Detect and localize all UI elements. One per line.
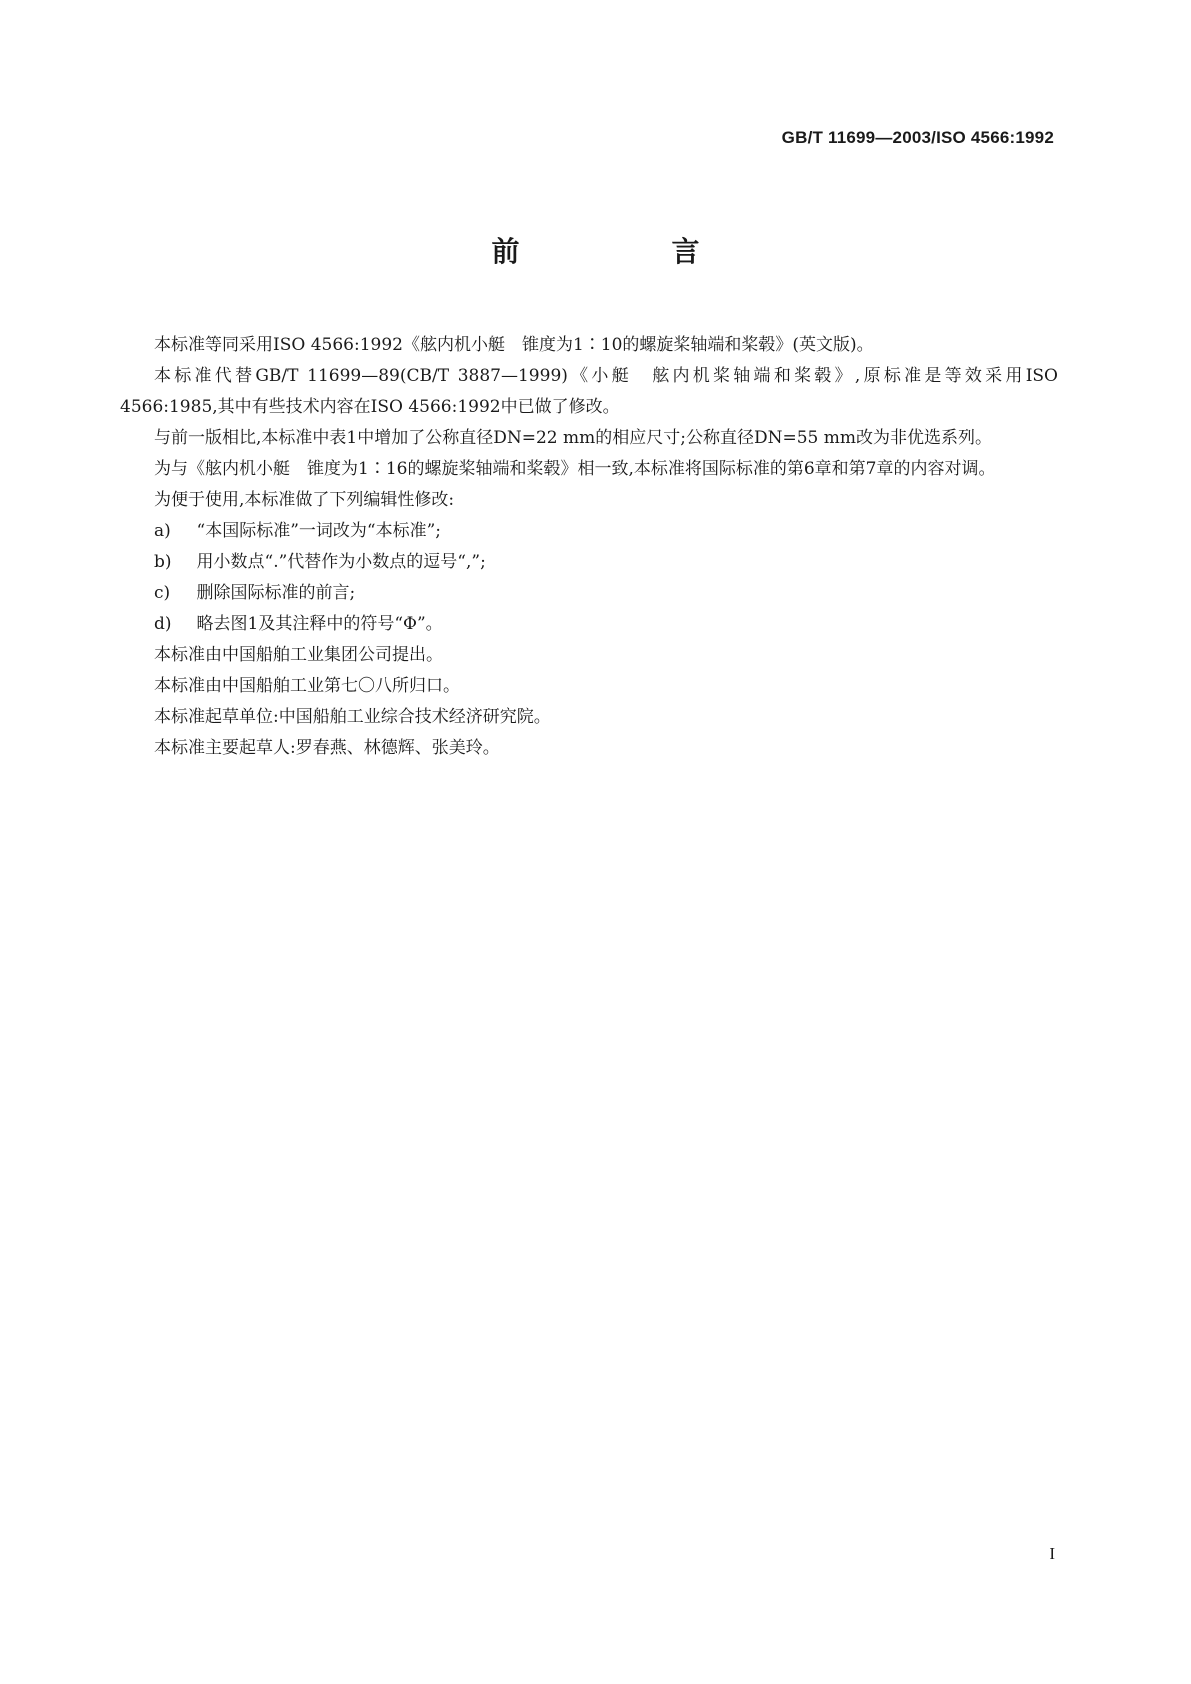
- paragraph-drafting-unit: 本标准起草单位:中国船舶工业综合技术经济研究院。: [154, 707, 551, 727]
- page-title: 前 言: [491, 235, 762, 268]
- list-item: [120, 609, 1058, 640]
- paragraph-proposer: 本标准由中国船舶工业集团公司提出。: [154, 645, 443, 665]
- paragraph-responsible-unit: 本标准由中国船舶工业第七〇八所归口。: [154, 676, 460, 696]
- list-item: [120, 547, 1058, 578]
- paragraph-edit-intro: 为便于使用,本标准做了下列编辑性修改:: [154, 490, 455, 510]
- list-item: [120, 516, 1058, 547]
- list-item-text: 略去图1及其注释中的符号“Φ”。: [196, 614, 443, 634]
- list-item-marker: c): [154, 583, 171, 603]
- list-item-marker: d): [154, 614, 172, 634]
- list-item-text: 用小数点“.”代替作为小数点的逗号“,”;: [196, 552, 486, 572]
- list-item: [120, 578, 1058, 609]
- paragraph-changes: 与前一版相比,本标准中表1中增加了公称直径DN=22 mm的相应尺寸;公称直径DN=55 mm改为非优选系列。: [154, 428, 992, 448]
- list-item-marker: a): [154, 521, 171, 541]
- list-item-text: “本国际标准”一词改为“本标准”;: [196, 521, 441, 541]
- paragraph-adoption: 本标准等同采用ISO 4566:1992《舷内机小艇 锥度为1∶10的螺旋桨轴端和桨毂》(英文版)。: [154, 335, 874, 355]
- foreword-body: [120, 330, 1058, 764]
- list-item-marker: b): [154, 552, 172, 572]
- list-item-text: 删除国际标准的前言;: [196, 583, 356, 603]
- paragraph-drafters: 本标准主要起草人:罗春燕、林德辉、张美玲。: [154, 738, 500, 758]
- paragraph-replacement: 本标准代替GB/T 11699—89(CB/T 3887—1999)《小艇 舷内机桨轴端和桨毂》,原标准是等效采用ISO 4566:1985,其中有些技术内容在ISO 4566:1992中已做了修改。: [120, 366, 1058, 417]
- paragraph-consistency: 为与《舷内机小艇 锥度为1∶16的螺旋桨轴端和桨毂》相一致,本标准将国际标准的第6章和第7章的内容对调。: [154, 459, 996, 479]
- page-number: I: [1049, 1544, 1055, 1563]
- standard-code-header: GB/T 11699—2003/ISO 4566:1992: [781, 128, 1054, 147]
